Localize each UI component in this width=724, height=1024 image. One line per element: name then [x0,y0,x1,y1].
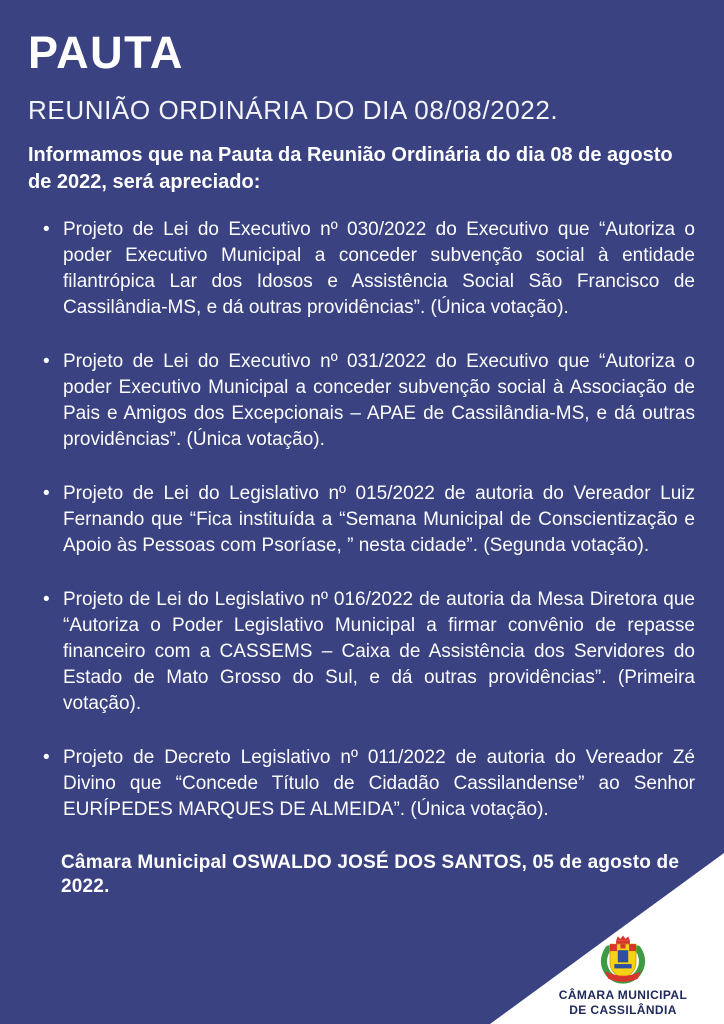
agenda-item-3: • Projeto de Lei do Legislativo nº 015/2022 de autoria do Vereador Luiz Fernando que “Fica instituída a “Semana Municipal de Conscientização e Apoio às Pessoas com Psoríase, ” nesta cidade”. (Segunda votação). [28,481,695,559]
signature-line: Câmara Municipal OSWALDO JOSÉ DOS SANTOS, 05 de agosto de 2022. [61,852,680,897]
page-title: PAUTA [28,27,184,78]
logo-block [538,932,708,1018]
meeting-subtitle: REUNIÃO ORDINÁRIA DO DIA 08/08/2022. [28,95,559,125]
agenda-list [28,217,695,823]
logo-org-name-line2: DE CASSILÂNDIA [569,1003,677,1017]
agenda-item-2: • Projeto de Lei do Executivo nº 031/2022 do Executivo que “Autoriza o poder Executivo Municipal a conceder subvenção social à Associação de Pais e Amigos dos Excepcionais – APAE de Cassilândia-MS, e dá outras providências”. (Única votação). [28,349,695,453]
intro-paragraph: Informamos que na Pauta da Reunião Ordinária do dia 08 de agosto de 2022, será apreciado: [28,144,673,193]
coat-of-arms-icon [597,932,649,984]
agenda-item-1: • Projeto de Lei do Executivo nº 030/2022 do Executivo que “Autoriza o poder Executivo Municipal a conceder subvenção social à entidade filantrópica Lar dos Idosos e Assistência Social São Francisco de Cassilândia-MS, e dá outras providências”. (Única votação). [28,217,695,321]
logo-org-name-line1: CÂMARA MUNICIPAL [558,988,688,1002]
agenda-item-4: • Projeto de Lei do Legislativo nº 016/2022 de autoria da Mesa Diretora que “Autoriza o Poder Legislativo Municipal a firmar convênio de repasse financeiro com a CASSEMS – Caixa de Assistência dos Servidores do Estado de Mato Grosso do Sul, e dá outras providências”. (Primeira votação). [28,587,695,717]
agenda-item-5: • Projeto de Decreto Legislativo nº 011/2022 de autoria do Vereador Zé Divino que “Concede Título de Cidadão Cassilandense” ao Senhor EURÍPEDES MARQUES DE ALMEIDA”. (Única votação). [28,745,695,823]
